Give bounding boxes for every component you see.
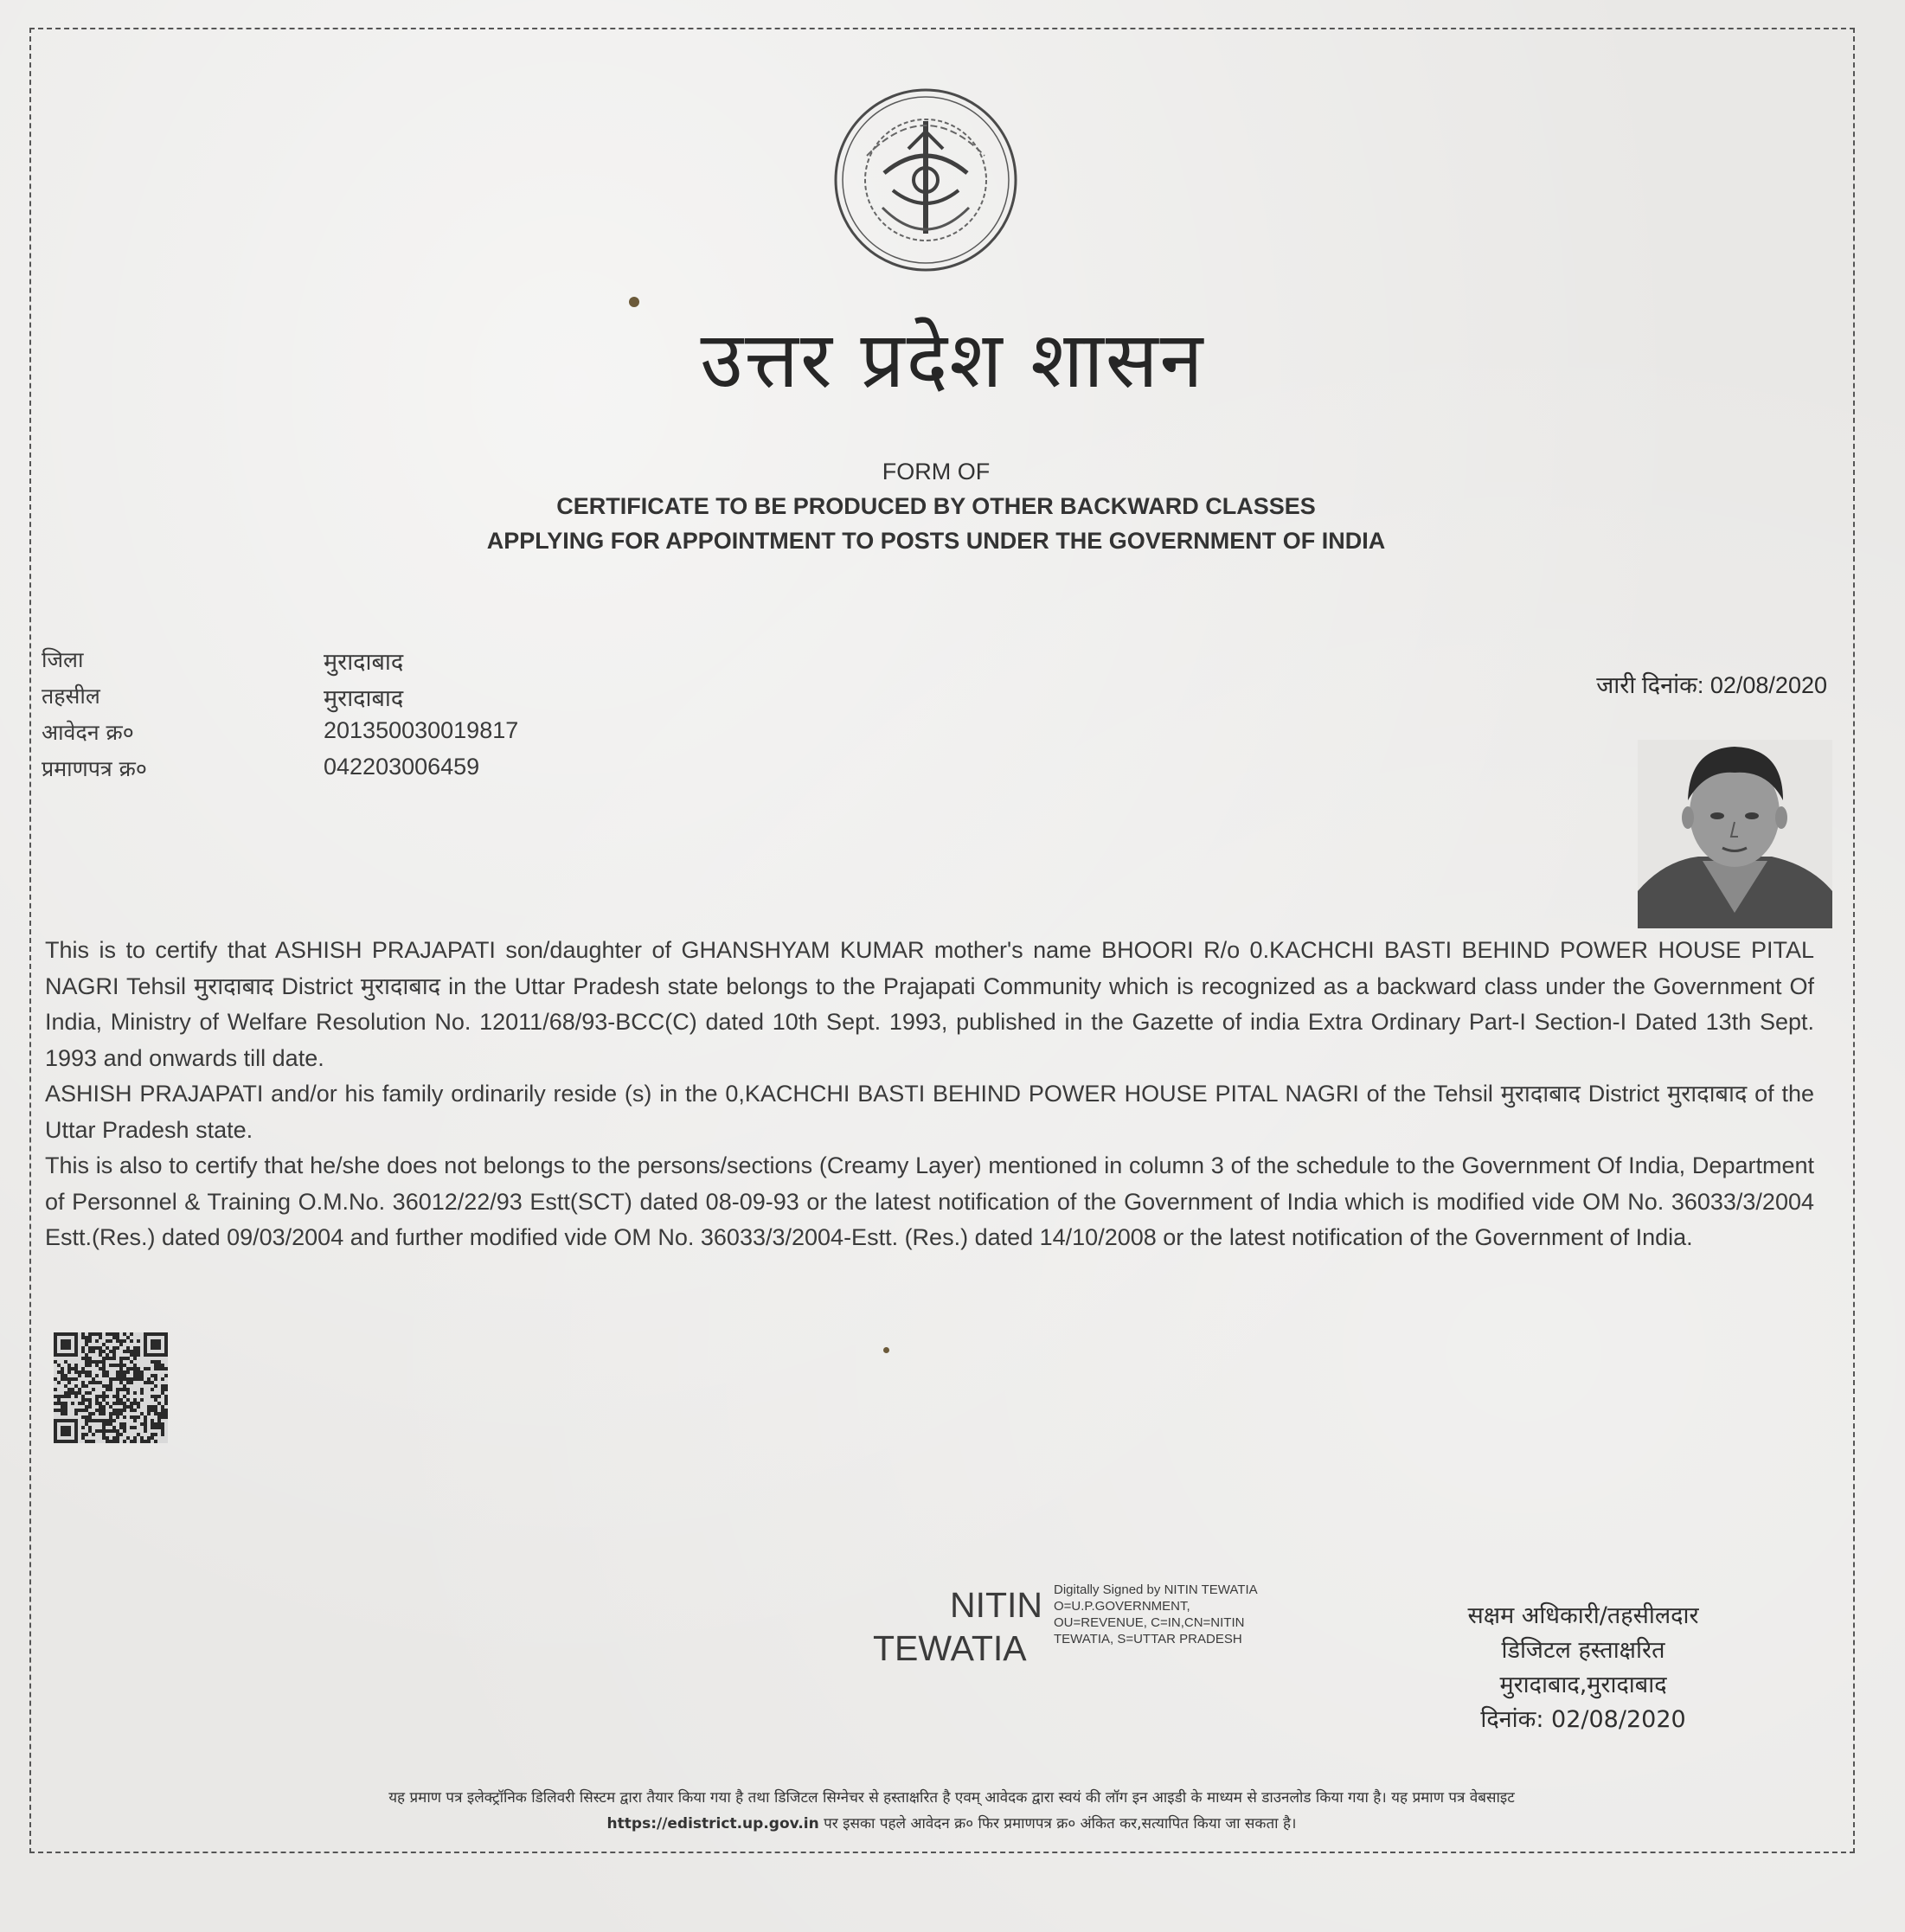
field-tehsil (42, 681, 647, 716)
authority-digitally-signed: डिजिटल हस्ताक्षरित (1501, 1637, 1665, 1664)
field-certificate-number (42, 754, 647, 788)
authority-title: सक्षम अधिकारी/तहसीलदार (1467, 1602, 1699, 1629)
field-label: आवेदन क्र० (42, 720, 134, 745)
field-value: 042203006459 (324, 754, 480, 780)
footer-note (35, 1785, 1869, 1837)
signer-first-name: NITIN (950, 1585, 1043, 1625)
applicant-photo (1638, 740, 1832, 928)
residence-paragraph: ASHISH PRAJAPATI and/or his family ordinarily reside (s) in the 0,KACHCHI BASTI BEHIND POWER HOUSE PITAL NAGRI of the Tehsil मुरादाबाद District मुरादाबाद of the Uttar Pradesh state. (45, 1081, 1814, 1143)
signature-meta-line: TEWATIA, S=UTTAR PRADESH (1054, 1632, 1242, 1646)
certificate-body (45, 933, 1814, 1256)
footer-line2 (35, 1811, 1869, 1837)
footer-line1: यह प्रमाण पत्र इलेक्ट्रॉनिक डिलिवरी सिस्टम द्वारा तैयार किया गया है तथा डिजिटल सिग्नेचर से हस्ताक्षरित है एवम् आवेदक द्वारा स्वयं की लॉग इन आइडी के माध्यम से डाउनलोड किया गया है। यह प्रमाण पत्र वेबसाइट (388, 1789, 1515, 1807)
field-label: तहसील (42, 684, 100, 709)
competent-authority-block (1419, 1599, 1748, 1737)
up-government-emblem-icon (832, 87, 1019, 273)
verification-url: https://edistrict.up.gov.in (606, 1815, 819, 1833)
authority-date: दिनांक: 02/08/2020 (1480, 1706, 1686, 1733)
field-application-number (42, 717, 647, 752)
field-district (42, 645, 647, 679)
footer-line2-text: पर इसका पहले आवेदन क्र० फिर प्रमाणपत्र क्र० अंकित कर,सत्यापित किया जा सकता है। (818, 1815, 1297, 1833)
field-value: मुरादाबाद (324, 649, 404, 675)
creamy-layer-paragraph: This is also to certify that he/she does not belongs to the persons/sections (Creamy Layer) mentioned in column 3 of the schedule to the Government Of India, Department of Personnel & Training O.M.No. 36012/22/93 Estt(SCT) dated 08-09-93 or the latest notification of the Government of India which is modified vide OM No. 36033/3/2004 Estt.(Res.) dated 09/03/2004 and further modified vide OM No. 36033/3/2004-Estt. (Res.) dated 14/10/2008 or the latest notification of the Government of India. (45, 1152, 1814, 1250)
form-heading-line3: APPLYING FOR APPOINTMENT TO POSTS UNDER THE GOVERNMENT OF INDIA (486, 528, 1386, 554)
signer-last-name: TEWATIA (873, 1628, 1027, 1668)
field-value: मुरादाबाद (324, 685, 404, 711)
form-heading-line1: FORM OF (882, 459, 991, 485)
digital-signature-details (1054, 1582, 1322, 1647)
signature-meta-line: Digitally Signed by NITIN TEWATIA (1054, 1582, 1258, 1597)
field-label: प्रमाणपत्र क्र० (42, 756, 147, 781)
signature-meta-line: OU=REVENUE, C=IN,CN=NITIN (1054, 1615, 1245, 1630)
signature-meta-line: O=U.P.GOVERNMENT, (1054, 1599, 1190, 1614)
field-value: 201350030019817 (324, 717, 519, 743)
issue-date: जारी दिनांक: 02/08/2020 (1596, 672, 1827, 698)
field-label: जिला (42, 647, 84, 672)
authority-location: मुरादाबाद,मुरादाबाद (1499, 1672, 1667, 1698)
form-heading-line2: CERTIFICATE TO BE PRODUCED BY OTHER BACKWARD CLASSES (556, 493, 1316, 519)
paper-spot (883, 1347, 889, 1353)
qr-code-icon (54, 1332, 168, 1443)
government-title: उत्तर प्रदेश शासन (700, 315, 1205, 406)
certification-paragraph: This is to certify that ASHISH PRAJAPATI son/daughter of GHANSHYAM KUMAR mother's name BHOORI R/o 0.KACHCHI BASTI BEHIND POWER HOUSE PITAL NAGRI Tehsil मुरादाबाद District मुरादाबाद in the Uttar Pradesh state belongs to the Prajapati Community which is recognized as a backward class under the Government Of India, Ministry of Welfare Resolution No. 12011/68/93-BCC(C) dated 10th Sept. 1993, published in the Gazette of india Extra Ordinary Part-I Section-I Dated 13th Sept. 1993 and onwards till date. (45, 937, 1814, 1071)
